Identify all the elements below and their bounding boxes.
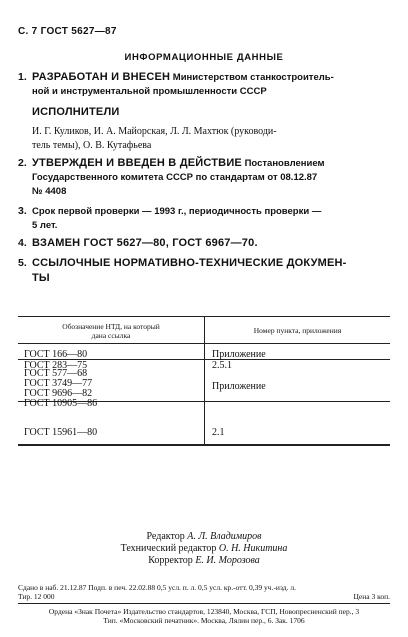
table-header-col1-line-a: Обозначение НТД, на который	[62, 322, 160, 331]
credit-proof-name: Е. И. Морозова	[195, 555, 260, 566]
section-2-heading: УТВЕРЖДЕН И ВВЕДЕН В ДЕЙСТВИЕ	[32, 157, 242, 169]
section-4	[18, 236, 390, 251]
page-header: С. 7 ГОСТ 5627—87	[18, 26, 117, 37]
credit-editor	[0, 531, 408, 543]
credit-proof-label: Корректор	[148, 555, 193, 566]
section-1-heading: РАЗРАБОТАН И ВНЕСЕН	[32, 71, 171, 83]
credit-editor-label: Редактор	[146, 531, 185, 542]
section-2	[18, 156, 390, 199]
table-header-col1	[18, 322, 204, 340]
credit-tech-label: Технический редактор	[120, 543, 217, 554]
credit-tech-name: О. Н. Никитина	[218, 543, 288, 554]
section-3-text-a: Срок первой проверки — 1993 г., периодичность проверки —	[32, 206, 322, 217]
section-1-names-a: И. Г. Куликов, И. А. Майорская, Л. Л. Махтюк (руководи-	[32, 126, 277, 137]
footer-print-data: Сдано в наб. 21.12.87 Подп. в печ. 22.02.88 0,5 усл. п. л. 0,5 усл. кр.-отт. 0,39 уч.-изд. л.	[18, 583, 296, 592]
section-2-text-c: № 4408	[32, 186, 67, 197]
section-4-number: 4.	[18, 237, 27, 249]
footer-printer: Тип. «Московский печатник». Москва, Лялин пер., 6. Зак. 1706	[103, 616, 305, 625]
section-title: ИНФОРМАЦИОННЫЕ ДАННЫЕ	[124, 52, 284, 63]
section-2-text-b: Государственного комитета СССР по стандартам от 08.12.87	[32, 172, 318, 183]
table-header-col2: Номер пункта, приложения	[253, 326, 342, 335]
section-1-text-b: ной и инструментальной промышленности СССР	[32, 86, 267, 97]
credit-tech-editor	[0, 543, 408, 555]
section-2-text-a: Постановлением	[244, 158, 325, 169]
credit-editor-name: А. Л. Владимиров	[187, 531, 262, 542]
footer-circulation	[18, 592, 390, 601]
section-3-text-b: 5 лет.	[32, 220, 58, 231]
table-cell-ref: Приложение	[212, 381, 266, 392]
table-cell-doc: ГОСТ 3749—77	[24, 378, 93, 389]
section-1-subheading: ИСПОЛНИТЕЛИ	[32, 106, 120, 118]
table-cell-doc: ГОСТ 577—68	[24, 368, 88, 379]
section-5-heading-b: ТЫ	[32, 272, 50, 284]
footer-circulation-left: Тир. 12 000	[18, 592, 55, 601]
section-5-number: 5.	[18, 257, 27, 269]
section-2-number: 2.	[18, 157, 27, 169]
table-cell-doc: ГОСТ 10905—86	[24, 398, 98, 409]
section-5-heading-a: ССЫЛОЧНЫЕ НОРМАТИВНО-ТЕХНИЧЕСКИЕ ДОКУМЕН-	[32, 257, 347, 269]
table-cell-ref: Приложение	[212, 349, 266, 360]
table-column-divider	[204, 317, 205, 445]
table-header-col1-line-b: дана ссылка	[91, 331, 131, 340]
table-cell-doc: ГОСТ 15961—80	[24, 427, 98, 438]
table-cell-ref: 2.5.1	[212, 360, 232, 371]
table-cell-doc: ГОСТ 283—75	[24, 360, 88, 371]
section-4-heading: ВЗАМЕН ГОСТ 5627—80, ГОСТ 6967—70.	[32, 237, 258, 249]
table-cell-doc: ГОСТ 9696—82	[24, 388, 93, 399]
footer-publisher: Ордена «Знак Почета» Издательство стандартов, 123840, Москва, ГСП, Новопресненский пер., 3	[48, 607, 360, 616]
table-cell-doc: ГОСТ 166—80	[24, 349, 88, 360]
section-3	[18, 204, 390, 233]
table-header-divider	[18, 343, 390, 344]
table-cell-ref: 2.1	[212, 427, 225, 438]
section-1-number: 1.	[18, 71, 27, 83]
credit-proofreader	[0, 555, 408, 567]
section-3-number: 3.	[18, 205, 27, 217]
table-row-divider	[18, 444, 390, 445]
section-1	[18, 70, 390, 153]
section-5	[18, 256, 390, 285]
credits	[0, 531, 408, 567]
footer-divider	[18, 603, 390, 604]
section-1-text-a: Министерством станкостроитель-	[172, 72, 334, 83]
footer-price: Цена 3 коп.	[353, 592, 390, 601]
section-1-names-b: тель темы), О. В. Кутафьева	[32, 140, 152, 151]
